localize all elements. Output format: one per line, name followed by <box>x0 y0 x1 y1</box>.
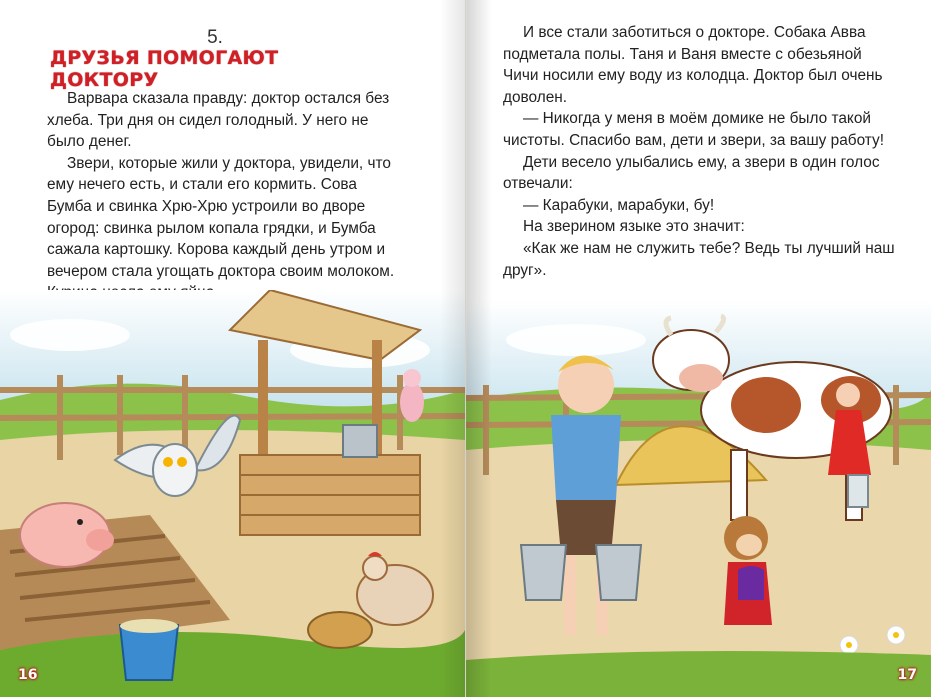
right-page <box>466 0 931 697</box>
paragraph: — Карабуки, марабуки, бу! <box>523 196 715 214</box>
paragraph: Звери, которые жили у доктора, увидели, что ему нечего есть, и стали его кормить. Сова Бумба и свинка Хрю-Хрю устроили во дворе огород: свинка рылом копала грядки, и Бумба сажала картошку. Корова каждый день утром и вечером стала угощать доктора своим молоком. <box>47 154 395 280</box>
chapter-number: 5. <box>207 27 223 48</box>
paragraph: И все стали заботиться о докторе. Собака Авва подметала полы. Таня и Ваня вместе с обезьяной Чичи носили ему воду из колодца. Доктор был очень доволен. <box>503 24 883 106</box>
left-page <box>0 0 465 697</box>
page-number-right: 17 <box>897 667 917 683</box>
paragraph: Варвара сказала правду: доктор остался без хлеба. Три дня он сидел голодный. У него не было денег. <box>47 90 390 151</box>
paragraph: На зверином языке это значит: <box>523 218 745 236</box>
paragraph: — Никогда у меня в моём домике не было такой чистоты. Спасибо вам, дети и звери, за вашу работу! <box>503 110 884 149</box>
farm-illustration-right <box>466 300 931 697</box>
monkey <box>724 516 772 625</box>
parrot <box>400 369 424 422</box>
chapter-title: ДРУЗЬЯ ПОМОГАЮТ ДОКТОРУ <box>50 47 279 91</box>
page-number-left: 16 <box>18 667 38 683</box>
paragraph: «Как же нам не служить тебе? Ведь ты лучший наш друг». <box>503 239 895 279</box>
left-page-text <box>47 88 399 304</box>
right-page-text <box>503 22 899 281</box>
farm-illustration-left <box>0 290 465 697</box>
paragraph: Дети весело улыбались ему, а звери в один голос отвечали: <box>503 153 880 193</box>
